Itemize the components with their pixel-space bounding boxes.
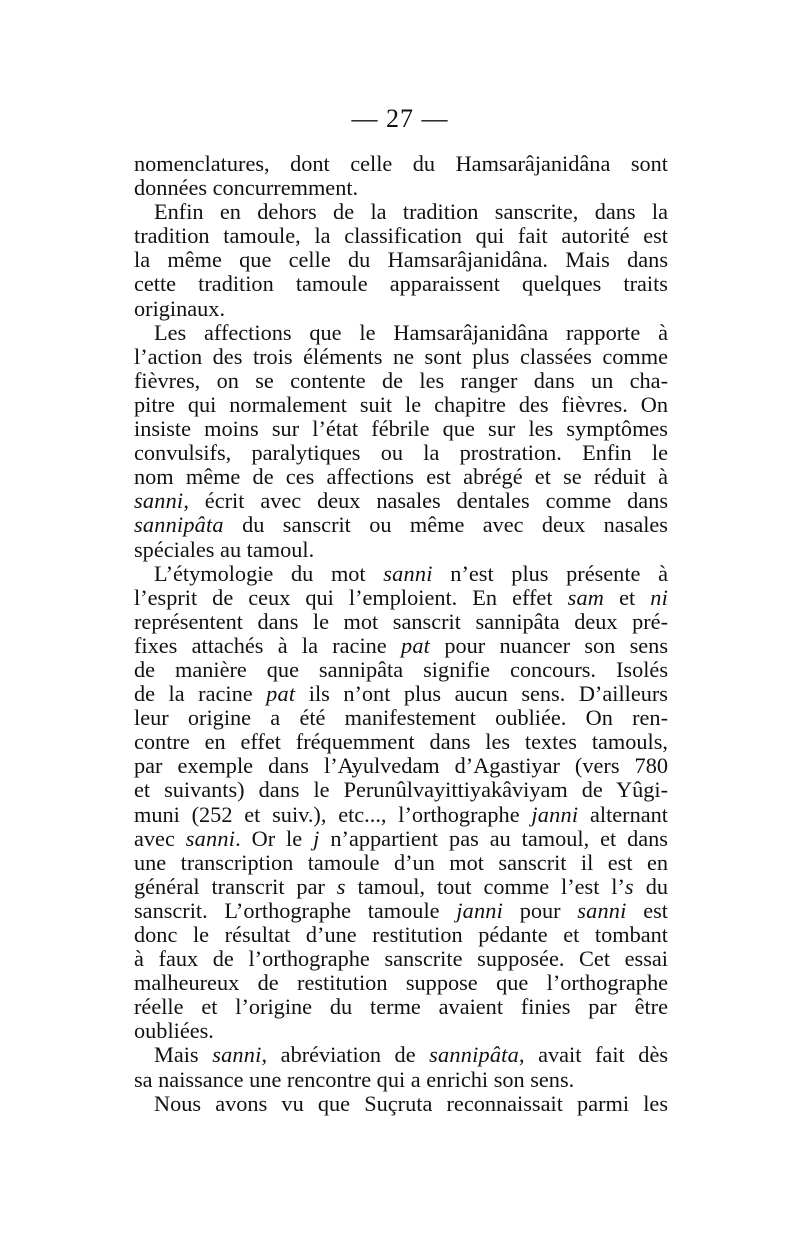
text-line bbox=[134, 224, 668, 248]
text-line bbox=[134, 1043, 668, 1067]
text-line bbox=[134, 586, 668, 610]
text-line bbox=[134, 610, 668, 634]
italic-term: j bbox=[313, 825, 320, 851]
text-segment: leur origine a été manifestement oubliée. On ren- bbox=[134, 705, 668, 731]
text-line bbox=[134, 706, 668, 730]
italic-term: sanni bbox=[212, 1042, 262, 1068]
text-segment: cette tradition tamoule apparaissent quelques traits bbox=[134, 271, 668, 297]
italic-term: sannipâta bbox=[429, 1042, 519, 1068]
body-text bbox=[134, 152, 668, 1116]
text-line bbox=[134, 538, 668, 562]
text-segment: réelle et l’origine du terme avaient finies par être bbox=[134, 994, 668, 1020]
text-segment: et suivants) dans le Perunûlvayittiyakâviyam de Yûgi- bbox=[134, 777, 668, 803]
text-segment: fixes attachés à la racine bbox=[134, 632, 401, 658]
text-segment: tradition tamoule, la classification qui fait autorité est bbox=[134, 223, 668, 249]
text-segment: convulsifs, paralytiques ou la prostration. Enfin le bbox=[134, 440, 668, 466]
text-segment: la même que celle du Hamsarâjanidâna. Mais dans bbox=[134, 247, 668, 273]
text-segment: et bbox=[604, 584, 651, 610]
text-segment: L’étymologie du mot bbox=[154, 560, 384, 586]
text-segment: n’appartient pas au tamoul, et dans bbox=[319, 825, 668, 851]
text-segment: représentent dans le mot sanscrit sannipâta deux pré- bbox=[134, 608, 668, 634]
italic-term: pat bbox=[266, 681, 296, 707]
text-line bbox=[134, 754, 668, 778]
text-segment: Mais bbox=[154, 1042, 213, 1068]
text-line bbox=[134, 827, 668, 851]
text-segment: oubliées. bbox=[134, 1018, 214, 1044]
text-line bbox=[134, 947, 668, 971]
text-line bbox=[134, 513, 668, 537]
text-line bbox=[134, 248, 668, 272]
text-segment: de la racine bbox=[134, 681, 267, 707]
text-segment: par exemple dans l’Ayulvedam d’Agastiyar (vers 780 bbox=[134, 753, 668, 779]
text-segment: général transcrit par bbox=[134, 873, 337, 899]
text-line bbox=[134, 1019, 668, 1043]
text-segment: est bbox=[626, 897, 668, 923]
text-segment: insiste moins sur l’état fébrile que sur les symptômes bbox=[134, 416, 668, 442]
text-line bbox=[134, 682, 668, 706]
text-segment: spéciales au tamoul. bbox=[134, 536, 315, 562]
text-segment: pitre qui normalement suit le chapitre des fièvres. On bbox=[134, 391, 668, 417]
italic-term: s bbox=[624, 873, 634, 899]
text-segment: nom même de ces affections est abrégé et se réduit à bbox=[134, 464, 668, 490]
text-segment: l’esprit de ceux qui l’emploient. En effet bbox=[134, 584, 568, 610]
text-segment: malheureux de restitution suppose que l’orthographe bbox=[134, 970, 668, 996]
text-segment: contre en effet fréquemment dans les textes tamouls, bbox=[134, 729, 668, 755]
text-line bbox=[134, 634, 668, 658]
text-line bbox=[134, 658, 668, 682]
text-segment: donc le résultat d’une restitution pédante et tombant bbox=[134, 922, 668, 947]
text-line bbox=[134, 1092, 668, 1116]
italic-term: s bbox=[336, 873, 346, 899]
text-segment: , abréviation de bbox=[261, 1042, 430, 1068]
text-line bbox=[134, 489, 668, 513]
italic-term: sanni bbox=[577, 897, 627, 923]
text-segment: alternant bbox=[578, 801, 668, 827]
text-line bbox=[134, 152, 668, 176]
text-segment: muni (252 et suiv.), etc..., l’orthographe bbox=[134, 801, 532, 827]
text-line bbox=[134, 272, 668, 296]
text-segment: ils n’ont plus aucun sens. D’ailleurs bbox=[295, 681, 668, 707]
text-line bbox=[134, 899, 668, 923]
text-segment: originaux. bbox=[134, 295, 226, 321]
text-segment: pour nuancer son sens bbox=[430, 632, 668, 658]
text-segment: Enfin en dehors de la tradition sanscrite, dans la bbox=[154, 199, 668, 225]
text-line bbox=[134, 369, 668, 393]
page-number: — 27 — bbox=[351, 104, 449, 133]
text-segment: tamoul, tout comme l’est l’ bbox=[345, 873, 625, 899]
text-segment: , écrit avec deux nasales dentales comme dans bbox=[183, 488, 668, 514]
text-segment: sanscrit. L’orthographe tamoule bbox=[134, 897, 457, 923]
text-line bbox=[134, 803, 668, 827]
text-segment: données concurremment. bbox=[134, 175, 359, 201]
italic-term: sanni bbox=[134, 488, 184, 514]
text-segment: à faux de l’orthographe sanscrite supposée. Cet essai bbox=[134, 946, 668, 972]
text-line bbox=[134, 851, 668, 875]
italic-term: sam bbox=[567, 584, 605, 610]
text-segment: Nous avons vu que Suçruta reconnaissait parmi les bbox=[154, 1090, 668, 1116]
text-segment: avec bbox=[134, 825, 186, 851]
italic-term: sanni bbox=[383, 560, 433, 586]
text-segment: , avait fait dès bbox=[518, 1042, 669, 1068]
text-line bbox=[134, 1068, 668, 1092]
text-line bbox=[134, 971, 668, 995]
text-line bbox=[134, 875, 668, 899]
text-segment: n’est plus présente à bbox=[432, 560, 668, 586]
text-segment: du sanscrit ou même avec deux nasales bbox=[223, 512, 668, 538]
text-line bbox=[134, 562, 668, 586]
text-line bbox=[134, 321, 668, 345]
text-segment: nomenclatures, dont celle du Hamsarâjanidâna sont bbox=[134, 151, 668, 176]
text-segment: l’action des trois éléments ne sont plus classées comme bbox=[134, 343, 668, 369]
text-line bbox=[134, 345, 668, 369]
text-segment: une transcription tamoule d’un mot sanscrit il est en bbox=[134, 849, 668, 875]
italic-term: sannipâta bbox=[134, 512, 224, 538]
text-line bbox=[134, 465, 668, 489]
text-line bbox=[134, 297, 668, 321]
text-line bbox=[134, 393, 668, 417]
text-line bbox=[134, 200, 668, 224]
text-segment: pour bbox=[503, 897, 578, 923]
text-line bbox=[134, 417, 668, 441]
text-segment: sa naissance une rencontre qui a enrichi son sens. bbox=[134, 1066, 575, 1092]
text-line bbox=[134, 176, 668, 200]
text-segment: Les affections que le Hamsarâjanidâna rapporte à bbox=[154, 319, 668, 345]
italic-term: sanni bbox=[185, 825, 236, 851]
text-segment: fièvres, on se contente de les ranger dans un cha- bbox=[134, 367, 668, 393]
italic-term: ni bbox=[650, 584, 668, 610]
text-line bbox=[134, 923, 668, 947]
text-line bbox=[134, 441, 668, 465]
text-line bbox=[134, 995, 668, 1019]
italic-term: janni bbox=[456, 897, 504, 923]
text-line bbox=[134, 778, 668, 802]
text-line bbox=[134, 730, 668, 754]
italic-term: pat bbox=[400, 632, 431, 658]
text-segment: de manière que sannipâta signifie concours. Isolés bbox=[134, 656, 668, 682]
text-segment: . Or le bbox=[235, 825, 314, 851]
italic-term: janni bbox=[531, 801, 579, 827]
text-segment: du bbox=[633, 873, 668, 899]
